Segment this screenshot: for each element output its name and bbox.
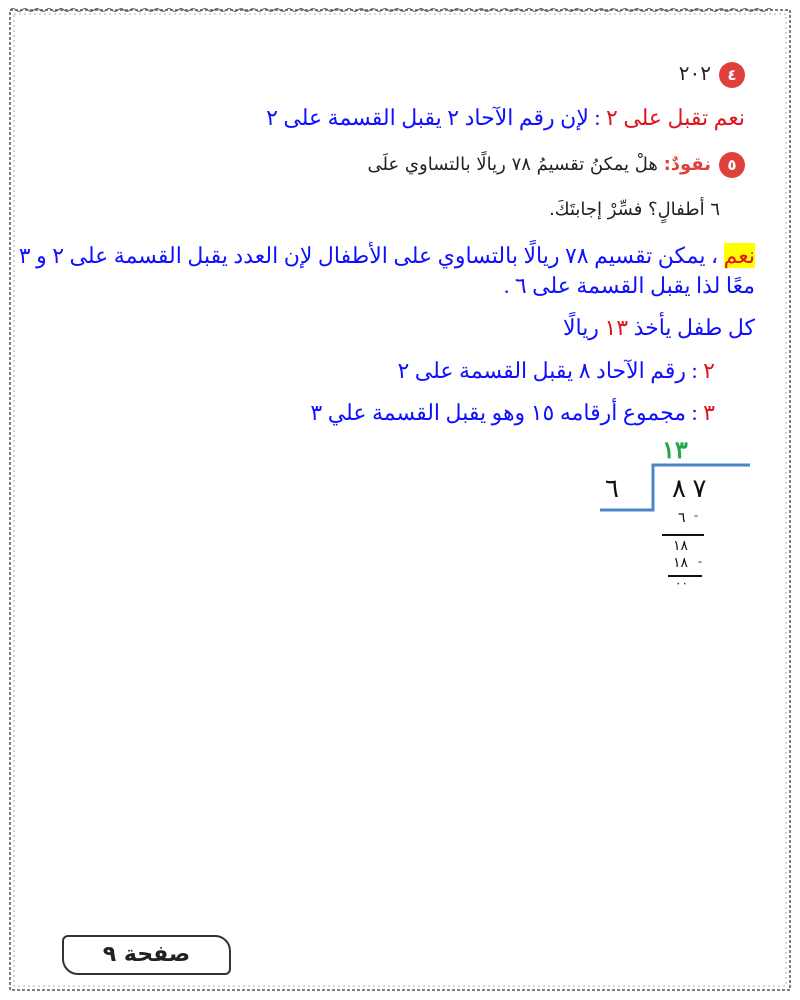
reason-3-num: ٣	[703, 400, 715, 425]
q4-explanation-blue: : لإن رقم الآحاد ٢ يقبل القسمة على ٢	[266, 105, 606, 130]
division-step1: ٦	[678, 511, 686, 526]
reason-3-line	[310, 400, 715, 426]
q4-explanation	[266, 105, 745, 131]
question-5-badge: ٥	[719, 152, 745, 178]
division-step2: ١٨	[673, 539, 689, 554]
q4-answer-value: ٢٠٢	[678, 61, 711, 85]
each-amount: ١٣	[604, 315, 629, 340]
each-child-line	[563, 315, 755, 341]
division-minus2: -	[698, 554, 702, 568]
answer-text2: معًا لذا يقبل القسمة على ٦ .	[503, 273, 755, 298]
q4-row	[679, 60, 745, 88]
q5-question-text2: ٦ أطفالٍ؟ فسِّرْ إجابتَكَ.	[549, 199, 720, 220]
division-minus1: -	[694, 508, 698, 522]
page-number-label: صفحة ٩	[62, 935, 231, 975]
q5-answer-line1	[19, 243, 755, 269]
question-4-badge: ٤	[719, 62, 745, 88]
reason-2-line	[397, 358, 715, 384]
division-result: ٠٠	[675, 576, 688, 590]
q5-question-line1	[368, 150, 746, 178]
q5-label: نقودٌ:	[663, 154, 711, 175]
division-line1	[662, 534, 704, 536]
reason-2-num: ٢	[703, 358, 715, 383]
division-step3: ١٨	[673, 556, 689, 571]
reason-2-text: : رقم الآحاد ٨ يقبل القسمة على ٢	[397, 358, 704, 383]
division-dividend: ٧ ٨	[672, 474, 707, 503]
q5-question-text1: هلْ يمكنُ تقسيمُ ٧٨ ريالًا بالتساوي علَى	[367, 154, 664, 175]
answer-text1: ، يمكن تقسيم ٧٨ ريالًا بالتساوي على الأطفال لإن العدد يقبل القسمة على ٢ و ٣	[18, 243, 724, 268]
q5-question-line2	[549, 195, 720, 221]
q5-answer-line2	[504, 273, 755, 299]
division-divisor: ٦	[605, 474, 619, 503]
each-text-before: كل طفل يأخذ	[628, 315, 755, 340]
each-text-after: ريالًا	[562, 315, 605, 340]
answer-yes: نعم	[723, 243, 755, 268]
q4-explanation-red: نعم تقبل على ٢	[605, 105, 745, 130]
reason-3-text: : مجموع أرقامه ١٥ وهو يقبل القسمة علي ٣	[310, 400, 704, 425]
division-quotient: ١٣	[662, 438, 688, 464]
